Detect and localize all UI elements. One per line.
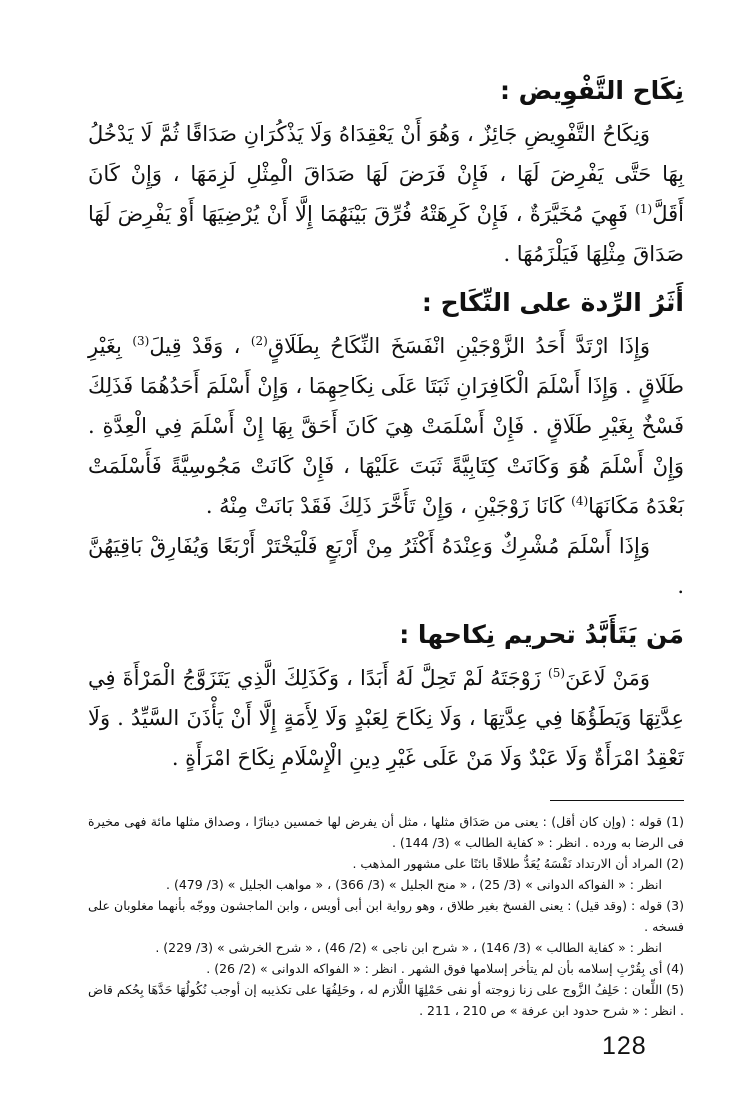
paragraph-text: وَنِكَاحُ التَّفْوِيضِ جَائِزٌ ، وَهُوَ أَنْ يَعْقِدَاهُ وَلَا يَذْكُرَانِ صَدَاقًا ثُمَّ لَا يَدْخُلُ بِهَا حَتَّى يَفْرِضَ لَهَا ، فَإِنْ فَرَضَ لَهَا صَدَاقَ الْمِثْلِ لَزِمَهَا ، وَإِنْ كَانَ أَقَلَّ	[88, 122, 684, 226]
footnote-divider	[550, 800, 684, 801]
footnote-ref-2[interactable]: (2)	[250, 334, 268, 348]
paragraph-text: وَمَنْ لَاعَنَ	[565, 666, 651, 690]
paragraph-text: وَإِذَا ارْتَدَّ أَحَدُ الزَّوْجَيْنِ انْفَسَخَ النِّكَاحُ بِطَلَاقٍ	[267, 334, 650, 358]
paragraph-text: وَإِذَا أَسْلَمَ مُشْرِكٌ وَعِنْدَهُ أَكْثَرُ مِنْ أَرْبَعٍ فَلْيَخْتَرْ أَرْبَعًا وَيُفَارِقْ بَاقِيَهُنَّ .	[88, 534, 684, 598]
footnote-2-refs: انظر : « الفواكه الدوانى » (3/ 25) ، « منح الجليل » (3/ 366) ، « مواهب الجليل » (3/ 479) .	[166, 877, 662, 892]
footnotes	[88, 811, 684, 1021]
paragraph-text: فَهِيَ مُخَيَّرَةٌ ، فَإِنْ كَرِهَتْهُ فُرِّقَ بَيْنَهُمَا إِلَّا أَنْ يُرْضِيَهَا أَوْ يَفْرِضَ لَهَا صَدَاقَ مِثْلِهَا فَيَلْزَمُهَا .	[88, 202, 684, 266]
footnote-ref-5[interactable]: (5)	[548, 666, 566, 680]
footnote-3-refs: انظر : « كفاية الطالب » (3/ 146) ، « شرح ابن ناجى » (2/ 46) ، « شرح الخرشى » (3/ 229) .	[155, 940, 662, 955]
paragraph-ridda	[88, 326, 684, 526]
paragraph-text: بِغَيْرِ طَلَاقٍ . وَإِذَا أَسْلَمَ الْكَافِرَانِ ثَبَتَا عَلَى نِكَاحِهِمَا ، وَإِنْ أَسْلَمَ أَحَدُهُمَا فَذَلِكَ فَسْخٌ بِغَيْرِ طَلَاقٍ . فَإِنْ أَسْلَمَتْ هِيَ كَانَ أَحَقَّ بِهَا إِنْ أَسْلَمَ فِي الْعِدَّةِ . وَإِنْ أَسْلَمَ هُوَ وَكَانَتْ كِتَابِيَّةً ثَبَتَ عَلَيْهَا ، فَإِنْ كَانَتْ مَجُوسِيَّةً فَأَسْلَمَتْ بَعْدَهُ مَكَانَهَا	[88, 334, 684, 518]
paragraph-mushrik	[88, 526, 684, 606]
paragraph-text: زَوْجَتَهُ لَمْ تَحِلَّ لَهُ أَبَدًا ، وَكَذَلِكَ الَّذِي يَتَزَوَّجُ الْمَرْأَةَ فِي عِدَّتِهَا وَيَطَؤُهَا فِي عِدَّتِهَا ، وَلَا نِكَاحَ لِعَبْدٍ وَلَا لِأَمَةٍ إِلَّا أَنْ يَأْذَنَ السَّيِّدُ . وَلَا تَعْقِدُ امْرَأَةٌ وَلَا عَبْدٌ وَلَا مَنْ عَلَى غَيْرِ دِينِ الْإِسْلَامِ نِكَاحَ امْرَأَةٍ .	[88, 666, 684, 770]
page-content	[88, 68, 684, 1021]
paragraph-text: ، وَقَدْ قِيلَ	[149, 334, 251, 358]
footnote-2: (2) المراد أن الارتداد نَفْسَهُ يُعَدُّ طلاقًا بائنًا على مشهور المذهب .	[352, 856, 684, 871]
page-number: 128	[602, 1032, 647, 1060]
footnote-1: (1) قوله : (وإن كان أقل) : يعنى من صَدَاق مثلها ، مثل أن يفرض لها خمسين دينارًا ، وصداق مثلها مائة فهى مخيرة فى الرضا به ورده . انظر : « كفاية الطالب » (3/ 144) .	[88, 814, 684, 850]
footnote-3: (3) قوله : (وقد قيل) : يعنى الفسخ بغير طلاق ، وهو رواية ابن أبى أويس ، وابن الماجشون ووجّه بأنهما مغلوبان على فسخه .	[88, 898, 684, 934]
section-heading-tahrim: مَن يَتَأَبَّدُ تحريم نِكاحها :	[399, 620, 684, 649]
footnote-ref-3[interactable]: (3)	[132, 334, 150, 348]
footnote-ref-4[interactable]: (4)	[571, 494, 589, 508]
paragraph-lian	[88, 658, 684, 778]
paragraph-text: كَانَا زَوْجَيْنِ ، وَإِنْ تَأَخَّرَ ذَلِكَ فَقَدْ بَانَتْ مِنْهُ .	[205, 494, 572, 518]
footnote-ref-1[interactable]: (1)	[635, 202, 653, 216]
footnote-4: (4) أى بِقُرْبِ إسلامه بأن لم يتأخر إسلامها فوق الشهر . انظر : « الفواكه الدوانى » (2/ 26) .	[206, 961, 684, 976]
paragraph-tafwid	[88, 114, 684, 274]
section-heading-ridda: أَثَرُ الرِّدة على النِّكَاح :	[421, 288, 684, 317]
footnote-5: (5) اللِّعان : حَلِفُ الزَّوج على زنا زوجته أو نفى حَمْلِهَا اللَّازم له ، وحَلِفُهَا على تكذيبه إن أوجب نُكُولُهَا حَدَّهَا بِحُكم قاض . انظر : « شرح حدود ابن عرفة » ص 210 ، 211 .	[88, 982, 684, 1018]
section-heading-tafwid: نِكَاح التَّفْوِيض :	[499, 76, 684, 105]
